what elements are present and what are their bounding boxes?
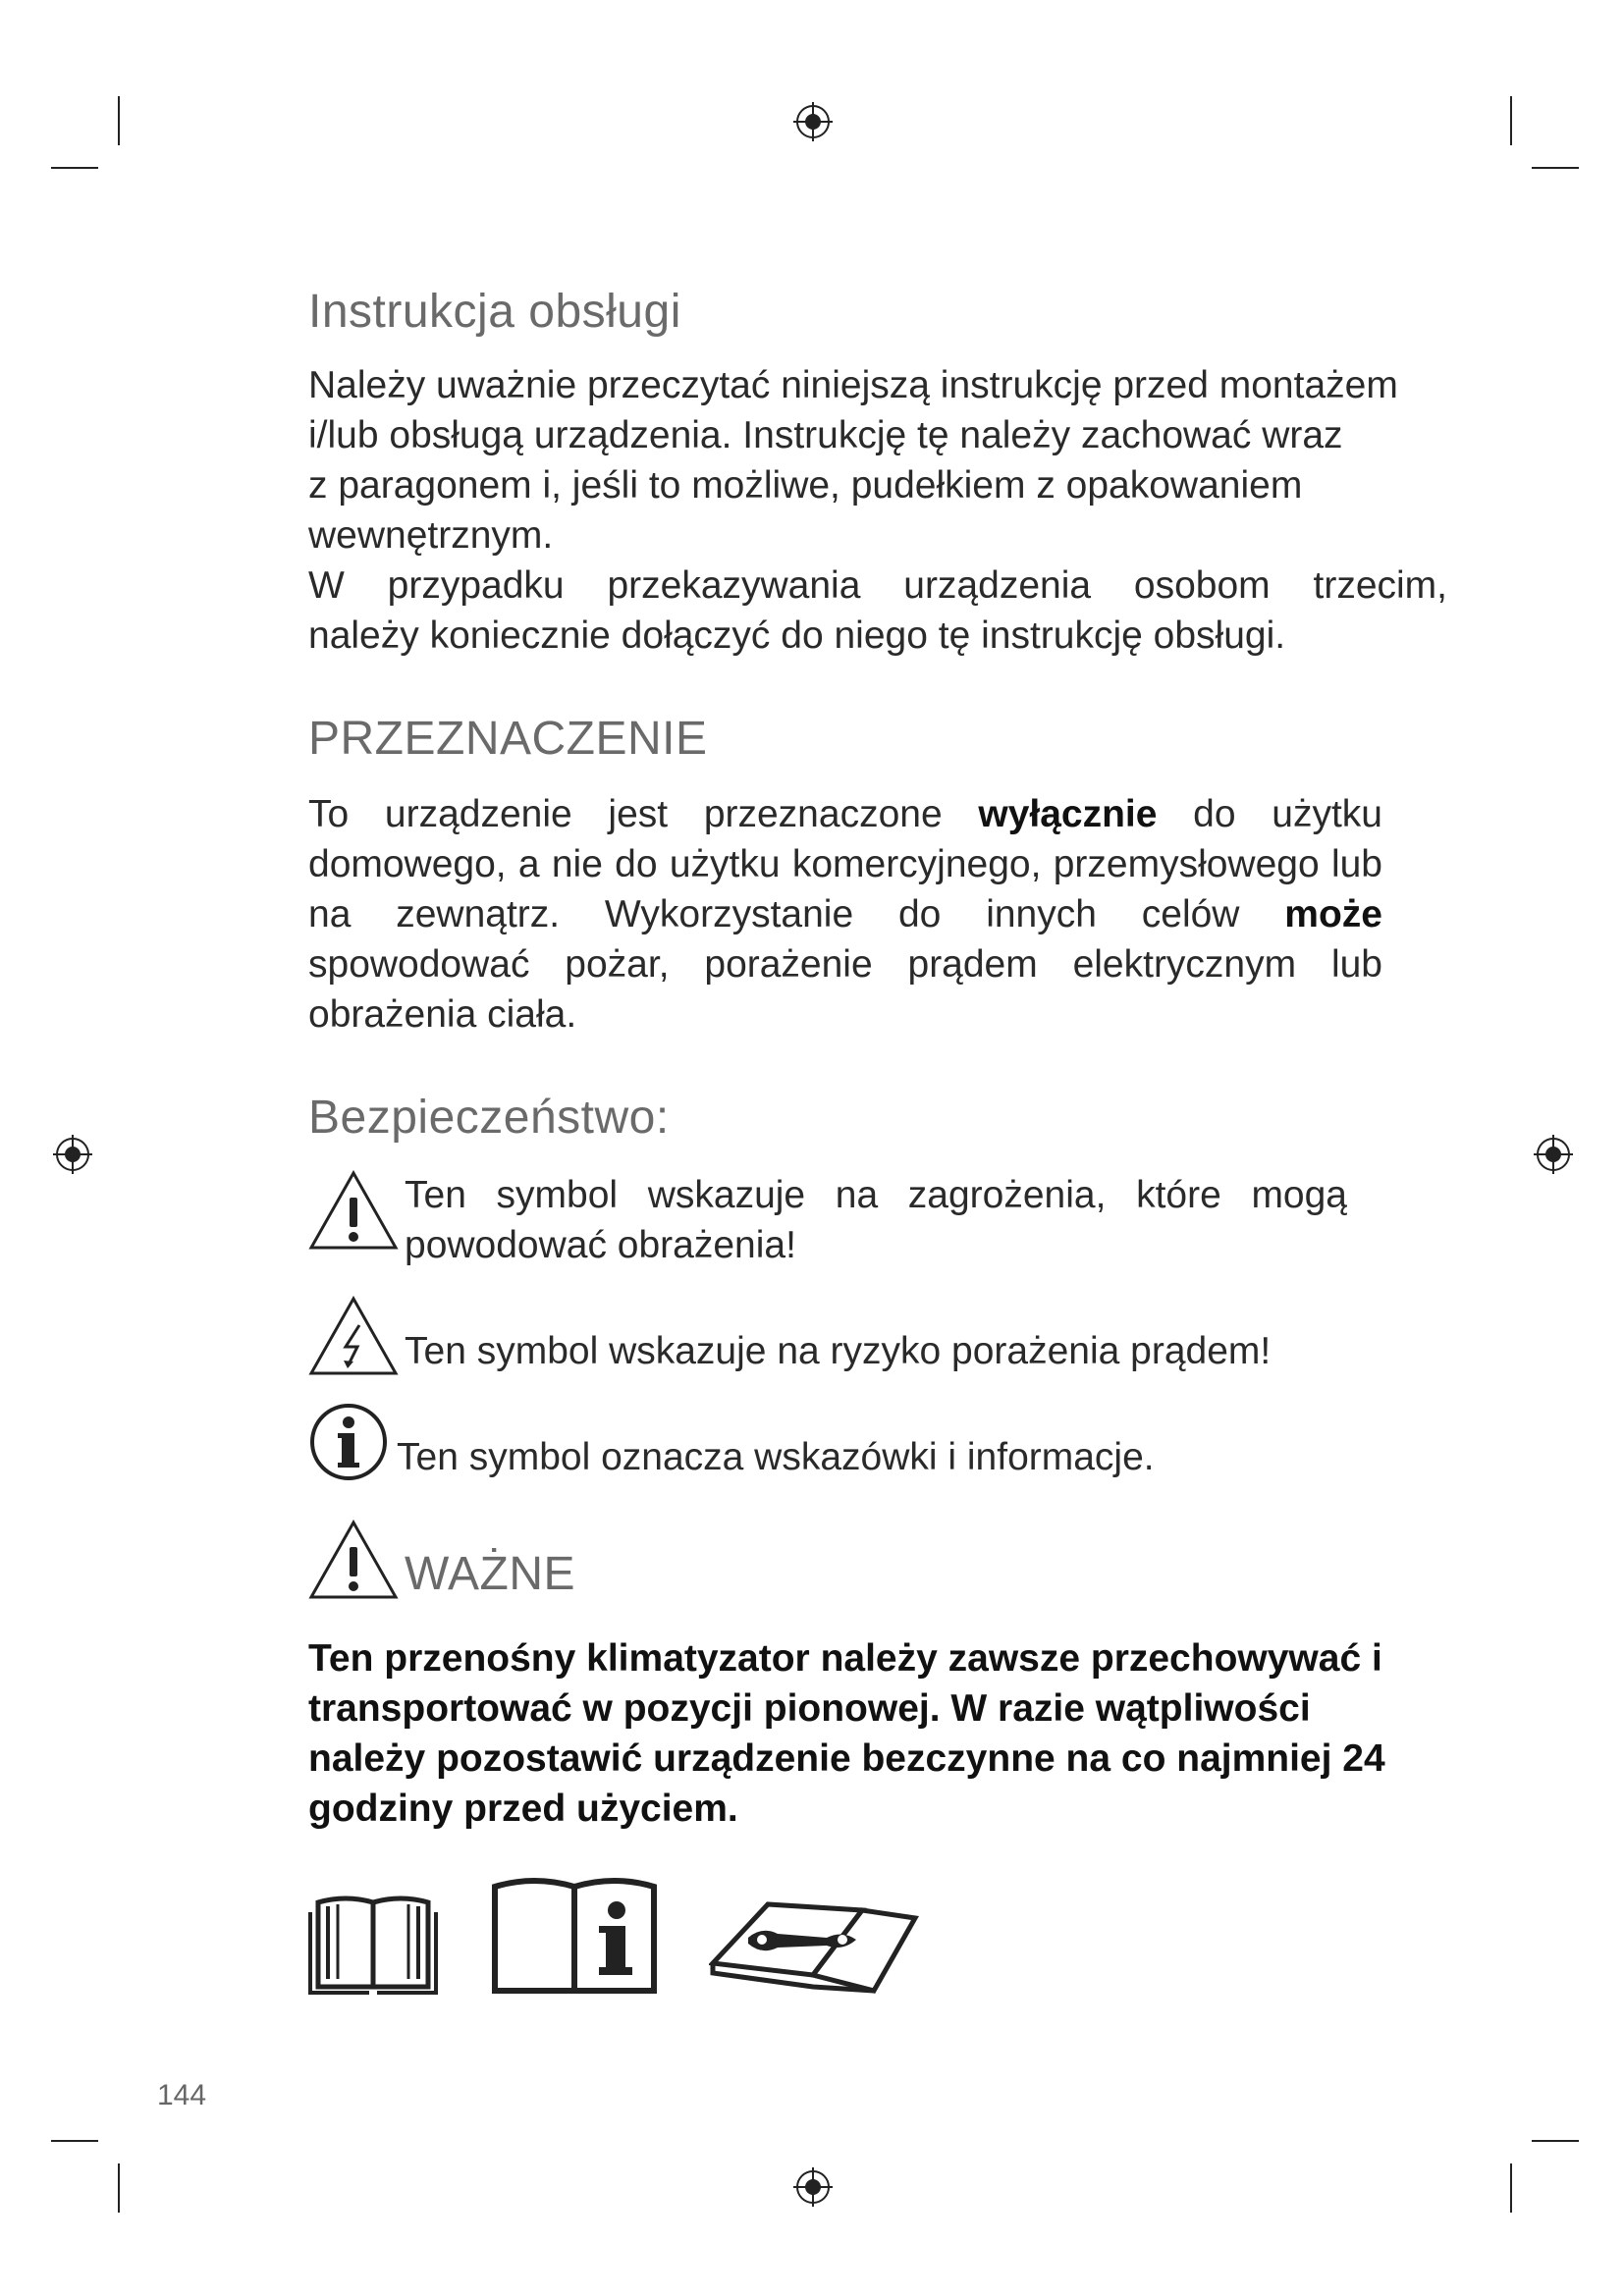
purpose-emphasis: wyłącznie — [978, 793, 1158, 835]
electric-shock-icon — [308, 1296, 399, 1376]
warning-triangle-icon — [308, 1520, 399, 1600]
page-title: Instrukcja obsługi — [308, 286, 681, 338]
manual-icons — [308, 1873, 1447, 1997]
safety-symbol-row — [308, 1296, 1447, 1376]
symbol-description: Ten symbol wskazuje na ryzyko porażenia prądem! — [405, 1330, 1272, 1372]
purpose-text-part: To urządzenie jest przeznaczone — [308, 793, 979, 835]
symbol-description: Ten symbol oznacza wskazówki i informacje. — [397, 1436, 1155, 1478]
crop-mark — [1532, 167, 1579, 169]
crop-mark — [51, 167, 98, 169]
important-text: Ten przenośny klimatyzator należy zawsze przechowywać i transportować w pozycji pionowej. W razie wątpliwości należy pozostawić urządzenie bezczynne na co najmniej 24 godziny przed użyciem. — [308, 1637, 1385, 1830]
intro-line: wewnętrznym. — [308, 514, 554, 557]
crop-mark — [1510, 2163, 1512, 2213]
crop-mark — [1532, 2140, 1579, 2142]
intro-line: z paragonem i, jeśli to możliwe, pudełkiem z opakowaniem — [308, 464, 1303, 507]
info-icon — [308, 1402, 389, 1482]
symbol-description: Ten symbol wskazuje na zagrożenia, które mogą powodować obrażenia! — [405, 1174, 1347, 1266]
manual-service-icon — [709, 1893, 919, 1997]
purpose-heading: PRZEZNACZENIE — [308, 713, 708, 765]
warning-triangle-icon — [308, 1170, 399, 1251]
purpose-emphasis: może — [1284, 893, 1382, 935]
intro-line: należy koniecznie dołączyć do niego tę instrukcję obsługi. — [308, 614, 1286, 657]
purpose-text-part: do użytku domowego, a nie do użytku komercyjnego, przemysłowego lub na zewnątrz. Wykorzystanie do innych celów — [308, 793, 1382, 935]
intro-line: Należy uważnie przeczytać niniejszą instrukcję przed montażem — [308, 364, 1398, 406]
purpose-text — [308, 789, 1382, 1040]
registration-mark-icon — [791, 2165, 835, 2209]
registration-mark-icon — [1532, 1133, 1575, 1176]
crop-mark — [51, 2140, 98, 2142]
purpose-text-part: spowodować pożar, porażenie prądem elektrycznym lub obrażenia ciała. — [308, 943, 1382, 1036]
safety-heading: Bezpieczeństwo: — [308, 1092, 670, 1144]
registration-mark-icon — [51, 1133, 94, 1176]
registration-mark-icon — [791, 100, 835, 143]
intro-line: W przypadku przekazywania urządzenia osobom trzecim, — [308, 564, 1447, 607]
page-number: 144 — [157, 2079, 207, 2111]
intro-line: i/lub obsługą urządzenia. Instrukcję tę należy zachować wraz — [308, 414, 1343, 456]
safety-symbol-row — [308, 1170, 1447, 1270]
page-content — [308, 285, 1447, 1997]
crop-mark — [1510, 96, 1512, 145]
manual-info-icon — [491, 1873, 658, 1997]
crop-mark — [118, 96, 120, 145]
safety-symbol-row — [308, 1402, 1447, 1482]
important-heading-row — [308, 1520, 1447, 1600]
manual-book-icon — [308, 1889, 438, 1997]
important-heading: WAŻNE — [405, 1548, 576, 1600]
crop-mark — [118, 2163, 120, 2213]
intro-text — [308, 360, 1447, 661]
